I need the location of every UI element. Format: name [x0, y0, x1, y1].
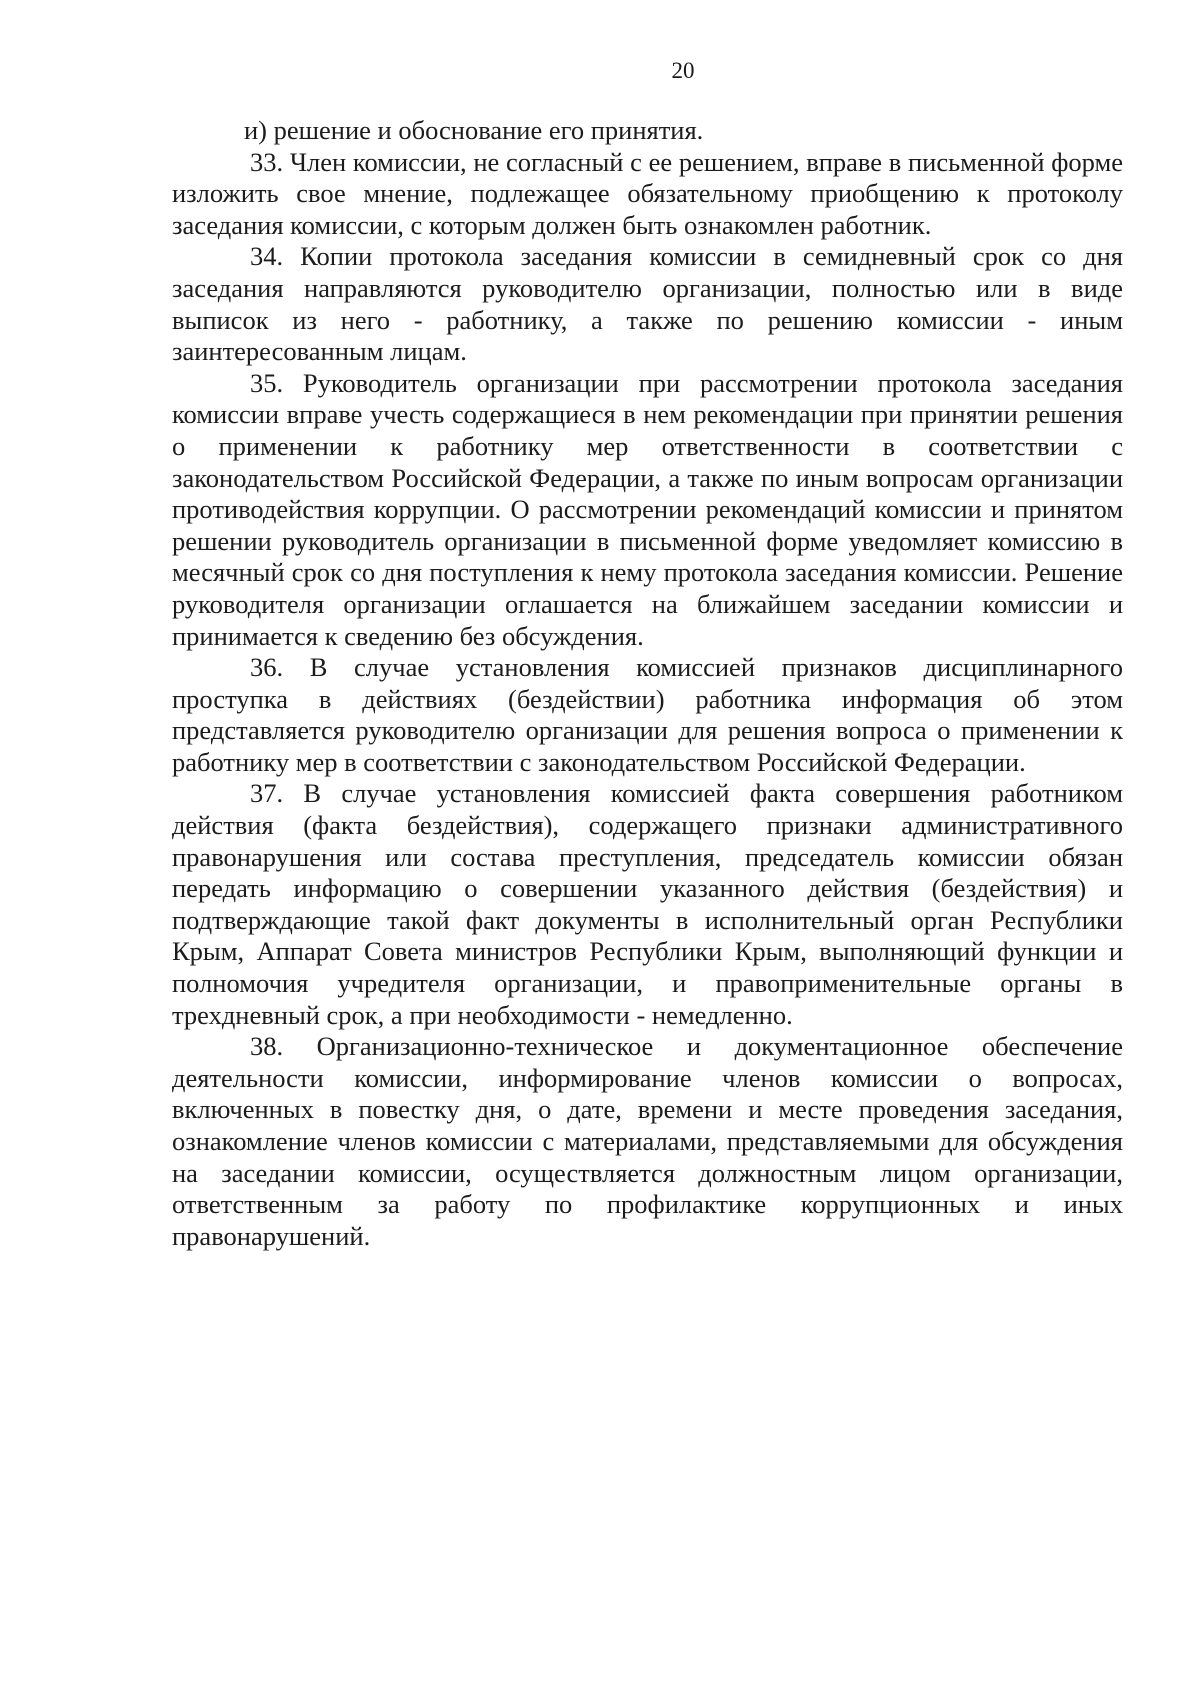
- paragraph-36: 36. В случае установления комиссией признаков дисциплинарного проступка в действиях (бездействии) работника информация об этом представляется руководителю организации для решения вопроса о применении к работнику мер в соответствии с законодательством Российской Федерации.: [172, 652, 1123, 777]
- paragraph-35: 35. Руководитель организации при рассмотрении протокола заседания комиссии вправе учесть содержащиеся в нем рекомендации при принятии решения о применении к работнику мер ответственности в соответствии с законодательством Российской Федерации, а также по иным вопросам организации противодействия коррупции. О рассмотрении рекомендаций комиссии и принятом решении руководитель организации в письменной форме уведомляет комиссию в месячный срок со дня поступления к нему протокола заседания комиссии. Решение руководителя организации оглашается на ближайшем заседании комиссии и принимается к сведению без обсуждения.: [172, 367, 1123, 651]
- paragraph-item-i: и) решение и обоснование его принятия.: [244, 115, 704, 145]
- paragraph-38: 38. Организационно-техническое и документационное обеспечение деятельности комиссии, информирование членов комиссии о вопросах, включенных в повестку дня, о дате, времени и месте проведения заседания, ознакомление членов комиссии с материалами, представляемыми для обсуждения на заседании комиссии, осуществляется должностным лицом организации, ответственным за работу по профилактике коррупционных и иных правонарушений.: [172, 1031, 1123, 1251]
- page-number: 20: [671, 58, 695, 83]
- paragraph-33: 33. Член комиссии, не согласный с ее решением, вправе в письменной форме изложить свое мнение, подлежащее обязательному приобщению к протоколу заседания комиссии, с которым должен быть ознакомлен работник.: [172, 146, 1123, 240]
- paragraph-37: 37. В случае установления комиссией факта совершения работником действия (факта бездействия), содержащего признаки административного правонарушения или состава преступления, председатель комиссии обязан передать информацию о совершении указанного действия (бездействия) и подтверждающие такой факт документы в исполнительный орган Республики Крым, Аппарат Совета министров Республики Крым, выполняющий функции и полномочия учредителя организации, и правоприменительные органы в трехдневный срок, а при необходимости - немедленно.: [172, 778, 1123, 1030]
- paragraph-34: 34. Копии протокола заседания комиссии в семидневный срок со дня заседания направляются руководителю организации, полностью или в виде выписок из него - работнику, а также по решению комиссии - иным заинтересованным лицам.: [172, 241, 1123, 367]
- document-body: [172, 115, 1123, 1252]
